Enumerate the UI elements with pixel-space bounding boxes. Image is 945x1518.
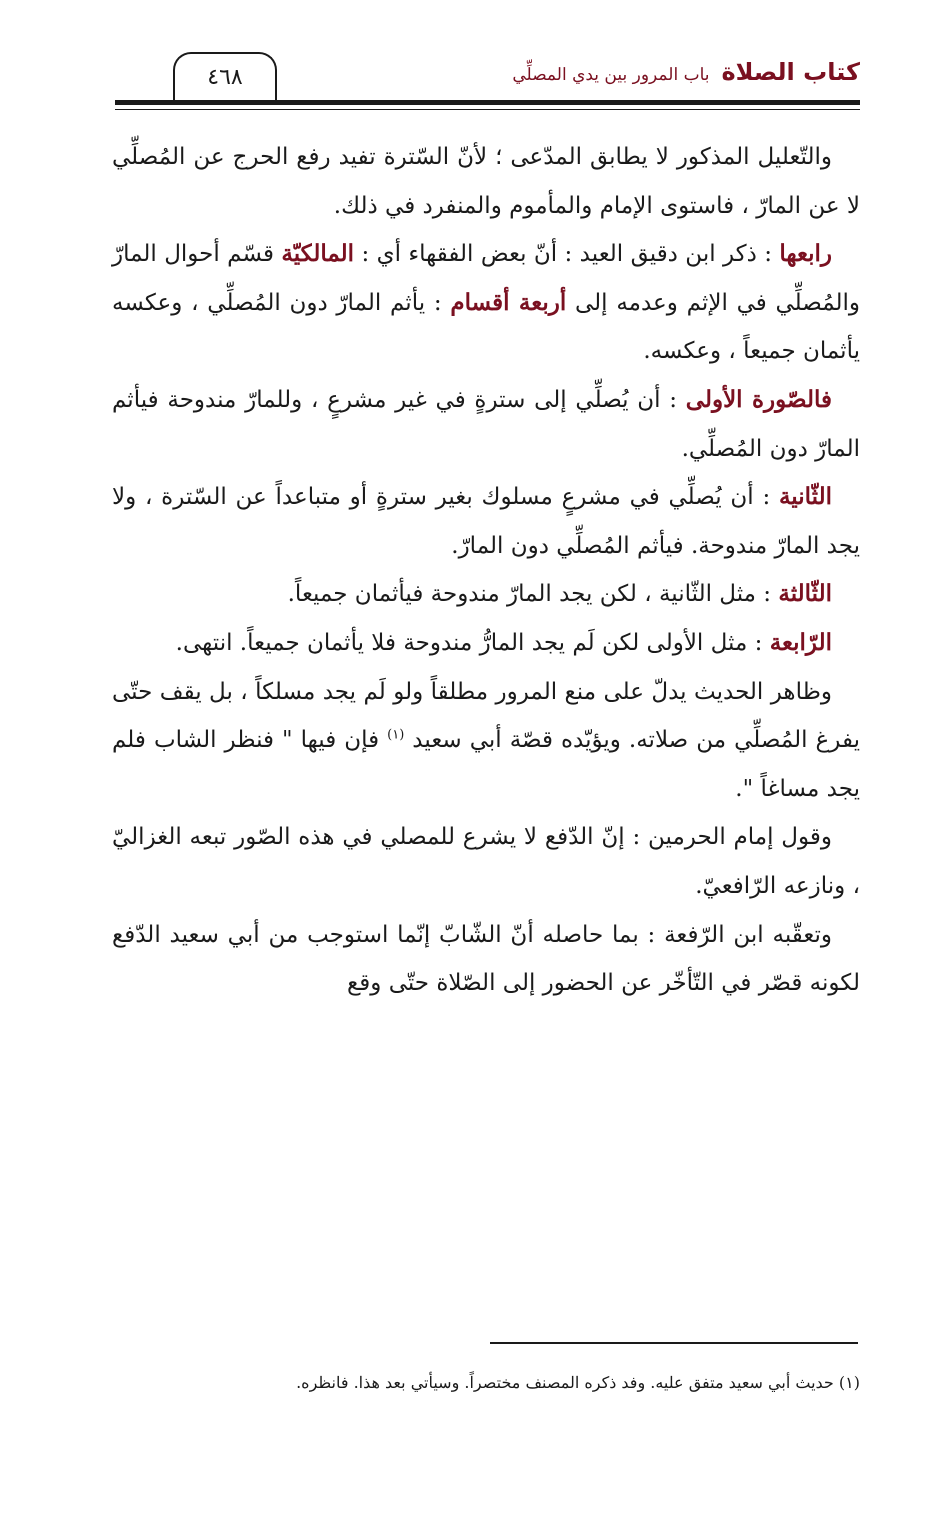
footnote-separator [490,1342,858,1344]
page-header [115,40,860,110]
paragraph-text: وقول إمام الحرمين : إنّ الدّفع لا يشرع للمصلي في هذه الصّور تبعه الغزاليّ ، ونازعه الرّافعيّ. [112,824,860,899]
header-rule-thin [115,109,860,110]
chapter-title: باب المرور بين يدي المصلِّي [512,65,710,85]
highlighted-term: أربعة أقسام [450,288,567,316]
highlighted-term: الرّابعة [769,628,832,656]
paragraph [112,570,860,619]
footnote: (١) حديث أبي سعيد متفق عليه. وفد ذكره المصنف مختصراً. وسيأتي بعد هذا. فانظره. [296,1373,860,1392]
paragraph-text: : مثل الثّانية ، لكن يجد المارّ مندوحة فيأثمان جميعاً. [287,581,779,608]
paragraph [112,230,860,376]
footnote-reference: (١) [387,727,405,743]
paragraph-text: قسّم أحوال المارّ والمُصلِّي في الإثم وعدمه إلى [112,241,861,316]
header-rule-thick [115,100,860,105]
highlighted-term: الثّانية [778,483,832,511]
paragraph-text: وظاهر الحديث يدلّ على منع المرور مطلقاً ولو لَم يجد مسلكاً ، بل يقف حتّى يفرغ المُصلِّي من صلاته. ويؤيّده قصّة أبي سعيد [112,678,860,754]
highlighted-term: رابعها [779,240,833,268]
highlighted-term: الثّالثة [778,580,832,608]
page-number: ٤٦٨ [173,52,277,104]
paragraph-text: وتعقّبه ابن الرّفعة : بما حاصله أنّ الشّابّ إنّما استوجب من أبي سعيد الدّفع لكونه قصّر في التّأخّر عن الحضور إلى الصّلاة حتّى وقع [112,921,860,997]
paragraph [112,376,860,473]
paragraph-text: : أن يُصلِّي إلى سترةٍ في غير مشرعٍ ، وللمارّ مندوحة فيأثم المارّ دون المُصلِّي. [112,386,860,462]
header-title [512,58,860,86]
paragraph [112,619,860,668]
paragraph-text: والتّعليل المذكور لا يطابق المدّعى ؛ لأنّ السّترة تفيد رفع الحرج عن المُصلِّي لا عن المارّ ، فاستوى الإمام والمأموم والمنفرد في ذلك. [112,144,860,219]
paragraph [112,668,860,814]
paragraph-text: فإن فيها " فنظر الشاب فلم يجد مساغاً ". [112,727,860,802]
paragraph-text: : ذكر ابن دقيق العيد : أنّ بعض الفقهاء أي : [354,241,780,268]
paragraph [112,911,860,1008]
paragraph-text: : يأثم المارّ دون المُصلِّي ، وعكسه يأثمان جميعاً ، وعكسه. [112,289,860,365]
paragraph [112,813,860,910]
paragraph-text: : أن يُصلِّي في مشرعٍ مسلوك بغير سترةٍ أو متباعداً عن السّترة ، ولا يجد المارّ مندوحة. فيأثم المُصلِّي دون المارّ. [112,484,860,559]
paragraph [112,473,860,570]
paragraph [112,133,860,230]
body-text [112,133,860,1008]
paragraph-text: : مثل الأولى لكن لَم يجد المارُّ مندوحة فلا يأثمان جميعاً. انتهى. [175,629,770,656]
highlighted-term: المالكيّة [281,240,355,268]
book-title: كتاب الصلاة [721,58,860,86]
highlighted-term: فالصّورة الأولى [685,385,832,413]
